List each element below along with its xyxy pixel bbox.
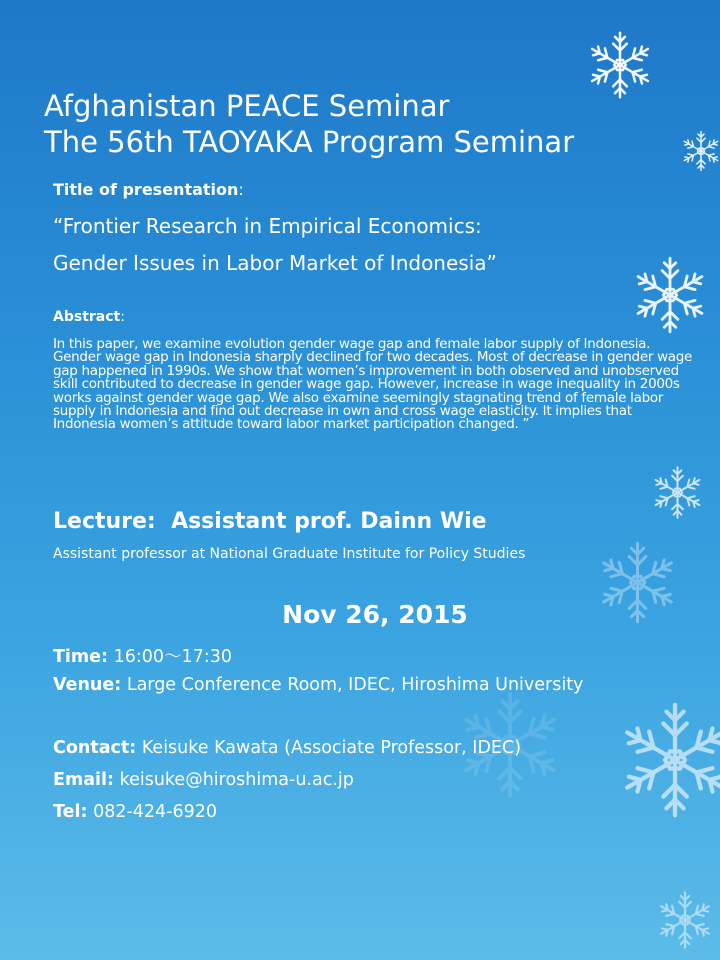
lecture-label: Lecture: xyxy=(53,509,156,534)
presentation-title-line1: “Frontier Research in Empirical Economics: xyxy=(53,214,482,238)
event-venue xyxy=(53,675,583,695)
lecturer-affiliation: Assistant professor at National Graduate Institute for Policy Studies xyxy=(53,546,526,562)
snowflake-icon xyxy=(630,255,710,335)
lecturer-name: Assistant prof. Dainn Wie xyxy=(171,509,487,534)
email-value: keisuke@hiroshima-u.ac.jp xyxy=(119,770,354,790)
seminar-title-line2: The 56th TAOYAKA Program Seminar xyxy=(44,125,575,159)
email-label: Email: xyxy=(53,770,114,790)
venue-label: Venue: xyxy=(53,675,122,695)
time-value: 16:00～17:30 xyxy=(113,647,232,667)
presentation-label: Title of presentation: xyxy=(53,180,244,199)
snowflake-icon xyxy=(655,890,715,950)
abstract-label-text: Abstract xyxy=(53,309,121,325)
tel-value: 082-424-6920 xyxy=(93,802,218,822)
lecturer xyxy=(53,509,487,534)
event-date: Nov 26, 2015 xyxy=(282,600,468,629)
snowflake-icon xyxy=(615,700,720,820)
time-label: Time: xyxy=(53,647,109,667)
venue-value: Large Conference Room, IDEC, Hiroshima University xyxy=(126,675,584,695)
contact-tel xyxy=(53,802,217,822)
contact-value: Keisuke Kawata (Associate Professor, IDEC) xyxy=(141,738,522,758)
presentation-label-text: Title of presentation xyxy=(53,180,239,199)
abstract-text: In this paper, we examine evolution gender wage gap and female labor supply of Indonesia. Gender wage gap in Indonesia sharply declined for two decades. Most of decrease in gender wage gap happened in 1990s. We show that women’s improvement in both observed and unobserved skill contributed to decrease in gender wage gap. However, increase in wage inequality in 2000s works against gender wage gap. We also examine seemingly stagnating trend of female labor supply in Indonesia and find out decrease in own and cross wage elasticity. It implies that Indonesia women’s attitude toward labor market participation changed. ” xyxy=(53,336,693,433)
snowflake-icon xyxy=(585,30,655,100)
contact-label: Contact: xyxy=(53,738,137,758)
presentation-title-line2: Gender Issues in Labor Market of Indonesia” xyxy=(53,251,497,275)
snowflake-icon xyxy=(680,130,720,172)
event-time xyxy=(53,643,232,668)
abstract-label: Abstract: xyxy=(53,309,125,325)
contact-person xyxy=(53,738,521,758)
tel-label: Tel: xyxy=(53,802,88,822)
snowflake-icon xyxy=(650,465,705,520)
contact-email xyxy=(53,770,354,790)
seminar-title-line1: Afghanistan PEACE Seminar xyxy=(44,89,450,123)
